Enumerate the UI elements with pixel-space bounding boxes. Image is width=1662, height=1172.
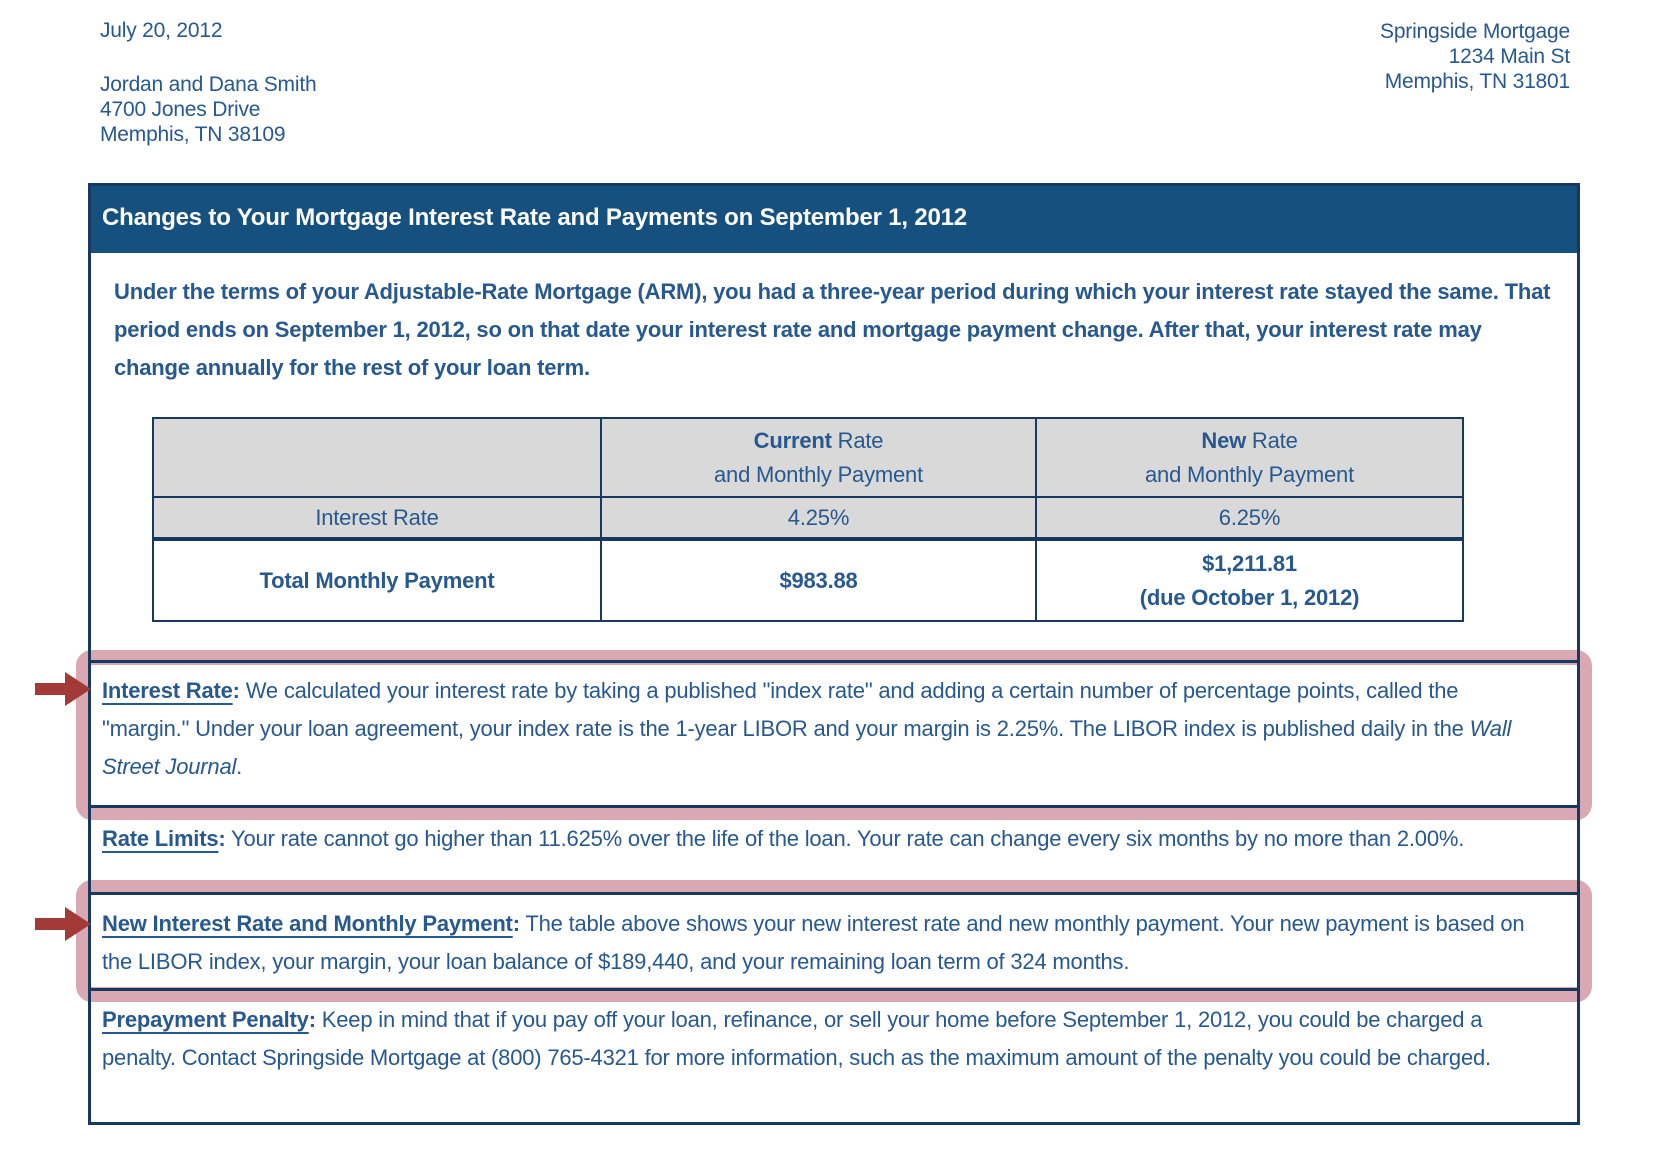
section-heading-rate-limits: Rate Limits: [102, 826, 219, 851]
section-new-interest-rate: New Interest Rate and Monthly Payment: The table above shows your new interest rate and new monthly payment. Your new payment is based on the LIBOR index, your margin, your loan balance of $189,440, and your remaining loan term of 324 months.: [88, 892, 1580, 988]
table-header-row: [153, 418, 1463, 497]
section-body-new-interest-rate: The table above shows your new interest rate and new monthly payment. Your new payment is based on the LIBOR index, your margin, your loan balance of $189,440, and your remaining loan term of 324 months.: [102, 911, 1525, 974]
total-payment-row-label: Total Monthly Payment: [153, 539, 601, 621]
table-row-interest-rate: [153, 497, 1463, 539]
new-payment-due-note: (due October 1, 2012): [1139, 584, 1360, 610]
arrow-shaft: [35, 918, 65, 930]
section-body-rate-limits: Your rate cannot go higher than 11.625% over the life of the loan. Your rate can change every six months by no more than 2.00%.: [225, 826, 1465, 851]
rate-comparison-table: [152, 417, 1464, 622]
notice-box: [88, 183, 1580, 1125]
table-header-empty-cell: [153, 418, 601, 497]
sender-city-state-zip: Memphis, TN 31801: [1384, 70, 1570, 93]
annotation-arrow-new-payment: [35, 907, 91, 941]
section-heading-new-interest-rate: New Interest Rate and Monthly Payment: [102, 911, 513, 936]
recipient-street: 4700 Jones Drive: [100, 98, 261, 121]
new-payment-amount: $1,211.81: [1202, 550, 1297, 576]
right-arrow-icon: [65, 907, 91, 941]
section-body-prepayment-penalty: Keep in mind that if you pay off your loan, refinance, or sell your home before September 1, 2012, you could be charged a penalty. Contact Springside Mortgage at (800) 765-4321 for more information, such as the maximum amount of the penalty you could be charged.: [102, 1007, 1491, 1070]
interest-rate-row-label: Interest Rate: [153, 497, 601, 539]
right-arrow-icon: [65, 672, 91, 706]
section-heading-interest-rate: Interest Rate: [102, 678, 233, 703]
sender-name: Springside Mortgage: [1380, 20, 1570, 43]
current-payment-value: $983.88: [601, 539, 1036, 621]
letter-date: July 20, 2012: [100, 19, 223, 42]
new-interest-rate-value: 6.25%: [1036, 497, 1463, 539]
new-payment-value-cell: [1036, 539, 1463, 621]
notice-sections: [88, 660, 1580, 1125]
section-heading-prepayment-penalty: Prepayment Penalty: [102, 1007, 309, 1032]
sender-street: 1234 Main St: [1448, 45, 1570, 68]
intro-paragraph: Under the terms of your Adjustable-Rate Mortgage (ARM), you had a three-year period during which your interest rate stayed the same. That period ends on September 1, 2012, so on that date your interest rate and mortgage payment change. After that, your interest rate may change annually for the rest of your loan term.: [114, 279, 1551, 380]
column-header-current: Current Rate and Monthly Payment: [601, 418, 1036, 497]
notice-title-bar: [88, 183, 1580, 253]
table-row-total-payment: [153, 539, 1463, 621]
annotation-arrow-interest-rate: [35, 672, 91, 706]
section-prepayment-penalty: Prepayment Penalty: Keep in mind that if you pay off your loan, refinance, or sell your home before September 1, 2012, you could be charged a penalty. Contact Springside Mortgage at (800) 765-4321 for more information, such as the maximum amount of the penalty you could be charged.: [88, 988, 1580, 1125]
recipient-name: Jordan and Dana Smith: [100, 73, 317, 96]
sender-address-block: [1380, 19, 1570, 94]
wall-street-journal-italic: Wall Street Journal: [102, 716, 1512, 779]
section-rate-limits: Rate Limits: Your rate cannot go higher than 11.625% over the life of the loan. Your rate can change every six months by no more than 2.00%.: [88, 805, 1580, 892]
section-body-interest-rate: We calculated your interest rate by taking a published "index rate" and adding a certain number of percentage points, called the "margin." Under your loan agreement, your index rate is the 1-year LIBOR and your margin is 2.25%. The LIBOR index is published daily in the: [102, 678, 1470, 741]
section-interest-rate: Interest Rate: We calculated your interest rate by taking a published "index rate" and adding a certain number of percentage points, called the "margin." Under your loan agreement, your index rate is the 1-year LIBOR and your margin is 2.25%. The LIBOR index is published daily in the Wall Street Journal.: [88, 660, 1580, 805]
arrow-shaft: [35, 683, 65, 695]
notice-title: Changes to Your Mortgage Interest Rate and Payments on September 1, 2012: [102, 204, 967, 231]
current-interest-rate-value: 4.25%: [601, 497, 1036, 539]
recipient-address-block: [100, 72, 316, 147]
column-header-new: New Rate and Monthly Payment: [1036, 418, 1463, 497]
recipient-city-state-zip: Memphis, TN 38109: [100, 123, 286, 146]
